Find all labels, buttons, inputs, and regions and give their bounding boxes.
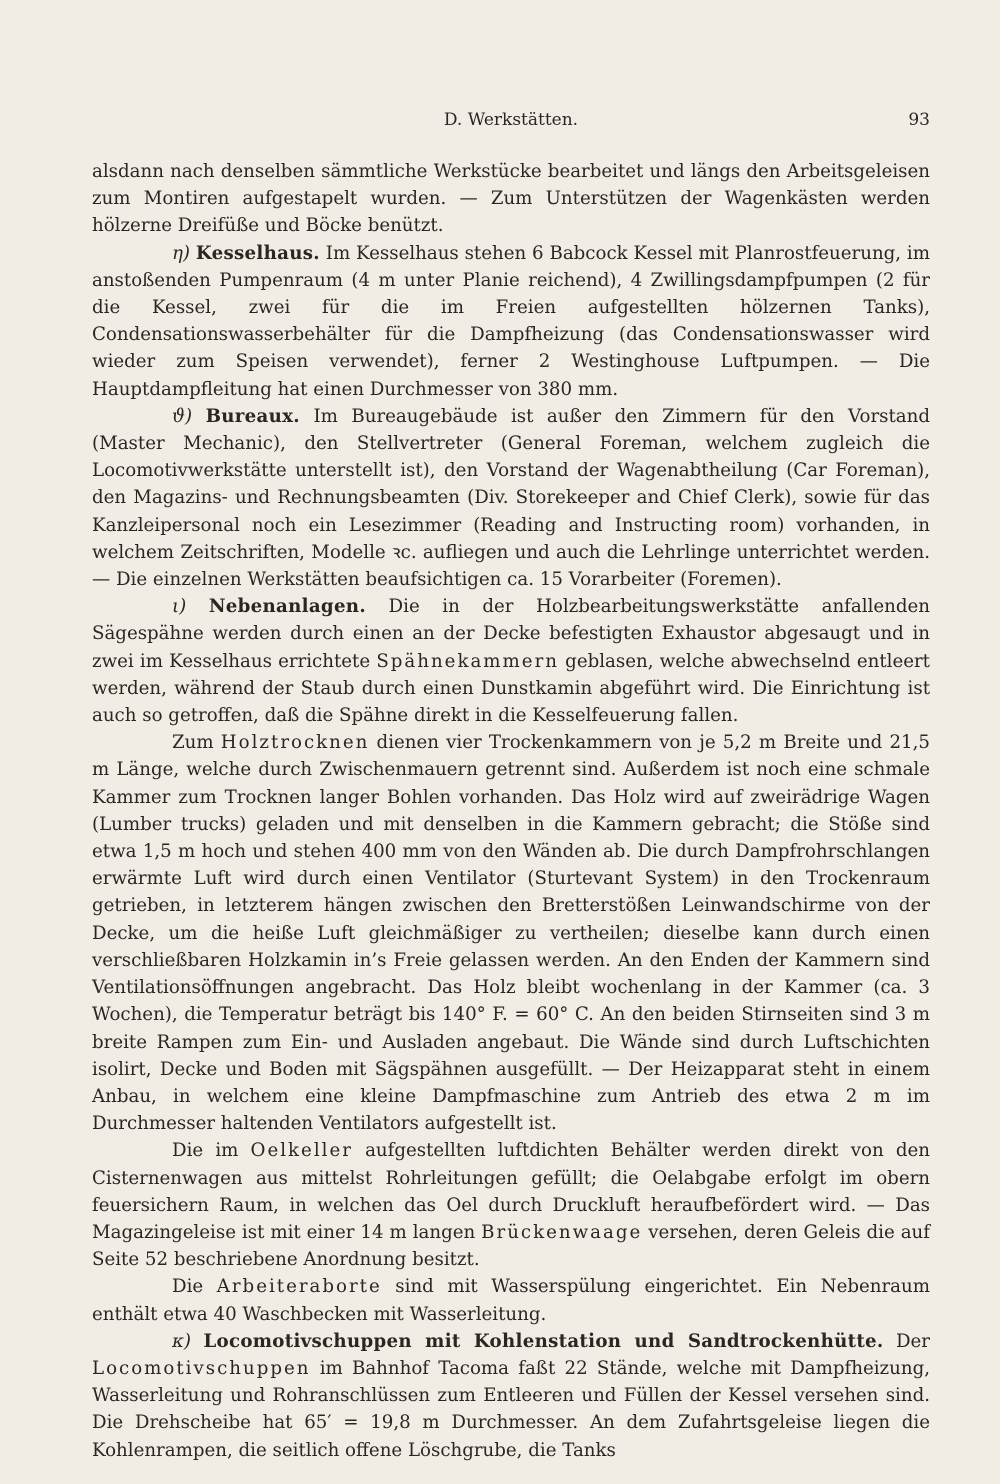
- emphasized-term: Arbeiteraborte: [216, 1276, 382, 1298]
- paragraph-text: Im Kesselhaus stehen 6 Babcock Kessel mit Planrostfeuerung, im anstoßenden Pumpenraum (4 m unter Planie reichend), 4 Zwillingsdampfpumpen (2 für die Kessel, zwei für die im Freien aufgestellten hölzernen Tanks), Condensationswasserbehälter für die Dampfheizung (das Condensationswasser wird wieder zum Speisen verwendet), ferner 2 Westinghouse Luftpumpen. — Die Hauptdampfleitung hat einen Durchmesser von 380 mm.: [92, 242, 930, 400]
- paragraph-aborte: [92, 1273, 930, 1327]
- paragraph-text: geblasen, welche abwechselnd entleert werden, während der Staub durch einen Dunstkamin abgeführt wird. Die Einrichtung ist auch so getroffen, daß die Spähne direkt in die Kesselfeuerung fallen.: [92, 650, 930, 727]
- paragraph-text: Die im: [172, 1140, 251, 1162]
- section-heading: Bureaux.: [205, 405, 300, 427]
- section-label: ι): [172, 596, 187, 618]
- body-text: [92, 158, 930, 1464]
- emphasized-term: Brückenwaage: [481, 1221, 643, 1243]
- section-bureaux: [92, 403, 930, 593]
- section-label: ϑ): [172, 405, 193, 427]
- paragraph-text: im Bahnhof Tacoma faßt 22 Stände, welche mit Dampfheizung, Wasserleitung und Rohranschlüssen zum Entleeren und Füllen der Kessel versehen sind. Die Drehscheibe hat 65′ = 19,8 m Durchmesser. An dem Zufahrtsgeleise liegen die Kohlenrampen, die seitlich offene Löschgrube, die Tanks: [92, 1357, 930, 1461]
- paragraph-text: aufgestellten luftdichten Behälter werden direkt von den Cisternenwagen aus mittelst Rohrleitungen gefüllt; die Oelabgabe erfolgt im obern feuersichern Raum, in welchen das Oel durch Druckluft heraufbefördert wird. — Das Magazingeleise ist mit einer 14 m langen: [92, 1140, 930, 1243]
- emphasized-term: Locomotivschuppen: [92, 1357, 311, 1379]
- paragraph-text: Zum: [172, 732, 221, 754]
- running-title: D. Werkstätten.: [443, 110, 579, 130]
- paragraph-text: Im Bureaugebäude ist außer den Zimmern für den Vorstand (Master Mechanic), den Stellvertreter (General Foreman, welchem zugleich die Locomotivwerkstätte unterstellt ist), den Vorstand der Wagenabtheilung (Car Foreman), den Magazins- und Rechnungsbeamten (Div. Storekeeper and Chief Clerk), sowie für das Kanzleipersonal noch ein Lesezimmer (Reading and Instructing room) vorhanden, in welchem Zeitschriften, Modelle ꝛc. aufliegen und auch die Lehrlinge unterrichtet werden. — Die einzelnen Werkstätten beaufsichtigen ca. 15 Vorarbeiter (Foremen).: [92, 405, 930, 591]
- emphasized-term: Oelkeller: [250, 1140, 353, 1162]
- section-kesselhaus: [92, 240, 930, 403]
- emphasized-term: Holztrocknen: [220, 732, 370, 754]
- paragraph-holztrocknen: [92, 729, 930, 1137]
- paragraph-text: alsdann nach denselben sämmtliche Werkstücke bearbeitet und längs den Arbeitsgeleisen zum Montiren aufgestapelt wurden. — Zum Unterstützen der Wagenkästen werden hölzerne Dreifüße und Böcke benützt.: [92, 161, 930, 237]
- page-number: 93: [908, 110, 930, 130]
- paragraph-continuation: [92, 158, 930, 240]
- section-nebenanlagen: [92, 593, 930, 729]
- paragraph-text: Der: [895, 1330, 930, 1352]
- section-label: η): [172, 242, 190, 264]
- paragraph-text: versehen, deren Geleis die auf Seite 52 beschriebene Anordnung besitzt.: [92, 1221, 930, 1271]
- paragraph-text: sind mit Wasserspülung eingerichtet. Ein Nebenraum enthält etwa 40 Waschbecken mit Wasserleitung.: [92, 1276, 930, 1325]
- paragraph-text: dienen vier Trockenkammern von je 5,2 m Breite und 21,5 m Länge, welche durch Zwischenmauern getrennt sind. Außerdem ist noch eine schmale Kammer zum Trocknen langer Bohlen vorhanden. Das Holz wird auf zweirädrige Wagen (Lumber trucks) geladen und mit denselben in die Kammern gebracht; die Stöße sind etwa 1,5 m hoch und stehen 400 mm von den Wänden ab. Die durch Dampfrohrschlangen erwärmte Luft wird durch einen Ventilator (Sturtevant System) in den Trockenraum getrieben, in letzterem hängen zwischen den Bretterstößen Leinwandschirme von der Decke, um die heiße Luft gleichmäßiger zu vertheilen; dieselbe kann durch einen verschließbaren Holzkamin in’s Freie gelassen werden. An den Enden der Kammern sind Ventilationsöffnungen angebracht. Das Holz bleibt wochenlang in der Kammer (ca. 3 Wochen), die Temperatur beträgt bis 140° F. = 60° C. An den beiden Stirnseiten sind 3 m breite Rampen zum Ein- und Ausladen angebaut. Die Wände sind durch Luftschichten isolirt, Decke und Boden mit Sägspähnen ausgefüllt. — Der Heizapparat steht in einem Anbau, in welchem eine kleine Dampfmaschine zum Antrieb des etwa 2 m im Durchmesser haltenden Ventilators aufgestellt ist.: [92, 732, 930, 1135]
- section-heading: Nebenanlagen.: [208, 596, 366, 618]
- running-header: [92, 110, 930, 134]
- paragraph-oelkeller: [92, 1137, 930, 1273]
- paragraph-text: Die in der Holzbearbeitungswerkstätte anfallenden Sägespähne werden durch einen an der Decke befestigten Exhaustor abgesaugt und in zwei im Kesselhaus errichtete: [92, 596, 930, 672]
- section-locomotivschuppen: [92, 1328, 930, 1464]
- section-heading: Locomotivschuppen mit Kohlenstation und Sandtrockenhütte.: [203, 1330, 884, 1352]
- section-label: κ): [172, 1330, 192, 1352]
- emphasized-term: Spähnekammern: [376, 650, 559, 672]
- paragraph-text: Die: [172, 1276, 217, 1298]
- section-heading: Kesselhaus.: [195, 242, 320, 264]
